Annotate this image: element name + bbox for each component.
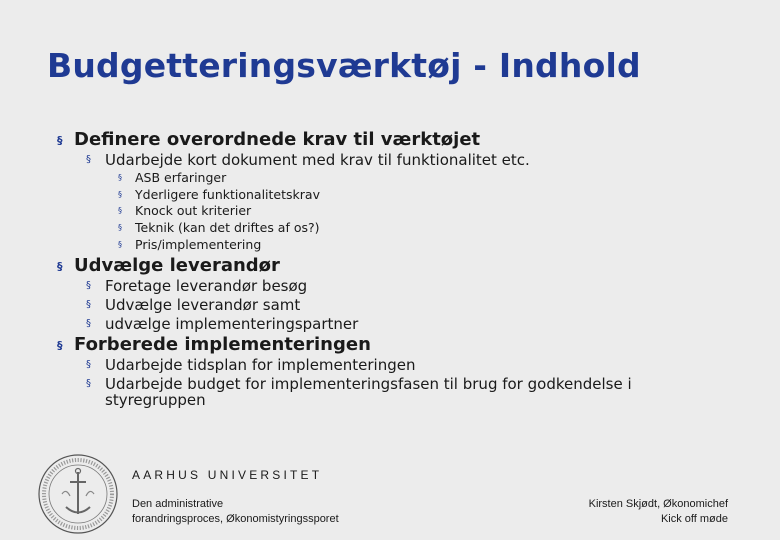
- sub-item-continuation: styregruppen: [105, 391, 206, 409]
- section-heading: Udvælge leverandør: [74, 255, 280, 276]
- university-seal-logo: [36, 452, 120, 536]
- slide-title: Budgetteringsværktøj - Indhold: [47, 46, 641, 85]
- bullet-marker: §: [86, 378, 91, 389]
- bullet-marker: §: [86, 154, 91, 165]
- sub-item: Udvælge leverandør samt: [105, 296, 301, 314]
- detail-item: Yderligere funktionalitetskrav: [135, 187, 320, 202]
- footer-left-line1: Den administrative: [132, 498, 224, 510]
- bullet-marker: §: [86, 280, 91, 291]
- bullet-marker: §: [118, 173, 122, 182]
- bullet-marker: §: [86, 299, 91, 310]
- bullet-marker: §: [86, 359, 91, 370]
- footer-right-line1: Kirsten Skjødt, Økonomichef: [588, 498, 728, 510]
- footer-right-line2: Kick off møde: [660, 513, 728, 525]
- section-heading: Forberede implementeringen: [74, 334, 371, 355]
- sub-item: Udarbejde kort dokument med krav til funktionalitet etc.: [105, 151, 530, 169]
- university-brand: AARHUS UNIVERSITET: [132, 468, 323, 482]
- detail-item: Knock out kriterier: [135, 203, 252, 218]
- footer-left: [132, 497, 339, 527]
- footer-right: [589, 497, 728, 527]
- bullet-marker: §: [86, 318, 91, 329]
- bullet-marker: §: [118, 206, 122, 215]
- sub-item: Foretage leverandør besøg: [105, 277, 308, 295]
- bullet-marker: §: [57, 339, 63, 352]
- sub-item: Udarbejde tidsplan for implementeringen: [105, 356, 416, 374]
- bullet-marker: §: [57, 134, 63, 147]
- sub-item: Udarbejde budget for implementeringsfasen til brug for godkendelse i: [105, 375, 632, 393]
- bullet-marker: §: [118, 240, 122, 249]
- detail-item: ASB erfaringer: [135, 170, 227, 185]
- footer-left-line2: forandringsproces, Økonomistyringssporet: [132, 513, 339, 525]
- sub-item: udvælge implementeringspartner: [105, 315, 359, 333]
- detail-item: Teknik (kan det driftes af os?): [135, 220, 320, 235]
- bullet-marker: §: [57, 260, 63, 273]
- bullet-marker: §: [118, 223, 122, 232]
- bullet-marker: §: [118, 190, 122, 199]
- section-heading: Definere overordnede krav til værktøjet: [74, 129, 481, 150]
- detail-item: Pris/implementering: [135, 237, 262, 252]
